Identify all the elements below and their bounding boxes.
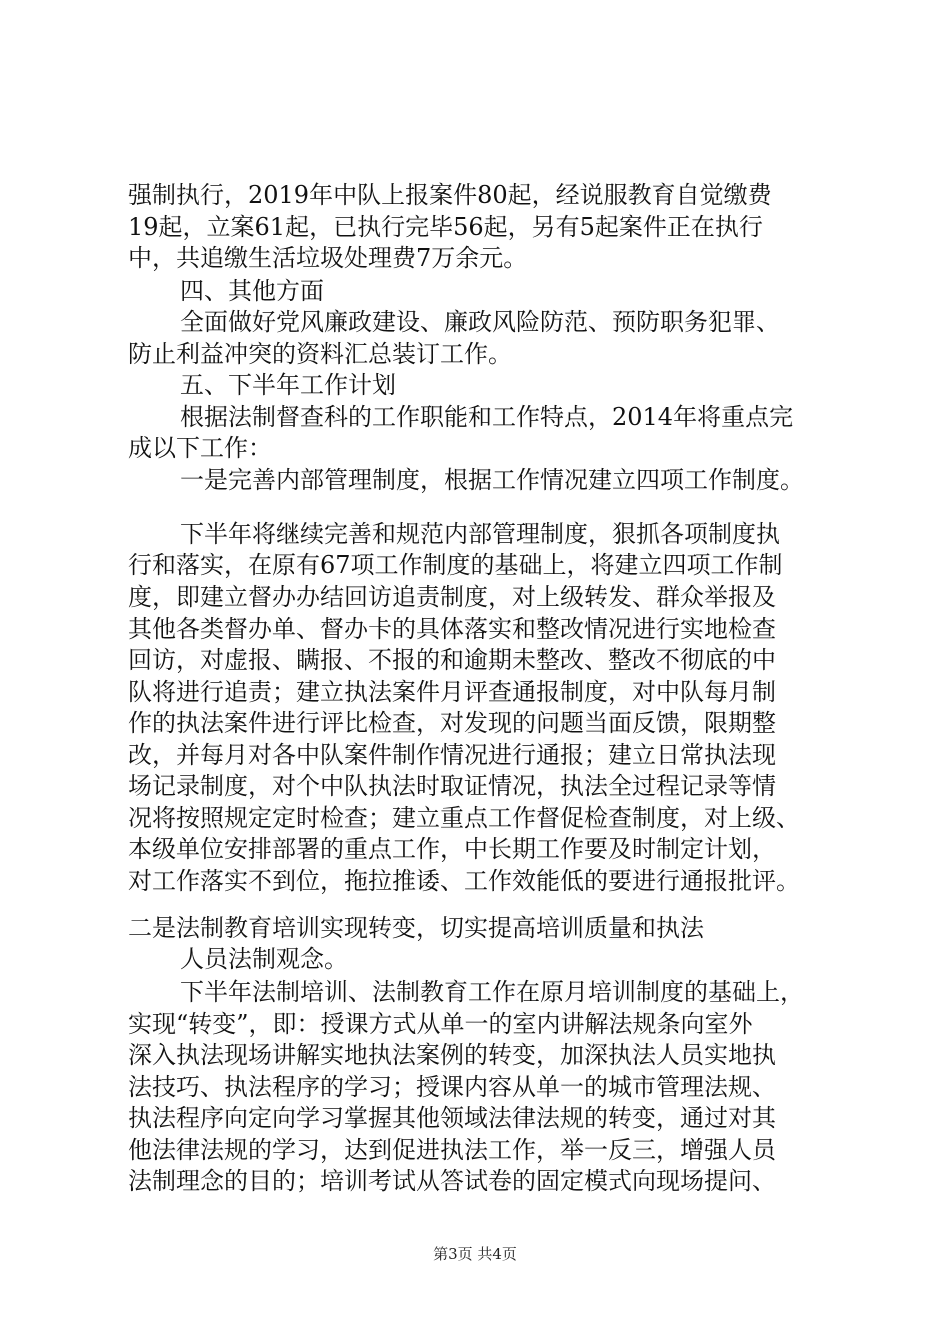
paragraph-line: 度，即建立督办办结回访追责制度，对上级转发、群众举报及 <box>128 583 776 611</box>
paragraph-line: 中，共追缴生活垃圾处理费7万余元。 <box>128 244 528 272</box>
paragraph-line: 其他各类督办单、督办卡的具体落实和整改情况进行实地检查 <box>128 615 776 643</box>
paragraph-line: 他法律法规的学习，达到促进执法工作，举一反三，增强人员 <box>128 1136 776 1164</box>
paragraph-line: 法技巧、执法程序的学习；授课内容从单一的城市管理法规、 <box>128 1073 776 1101</box>
paragraph-line: 改，并每月对各中队案件制作情况进行通报；建立日常执法现 <box>128 741 776 769</box>
paragraph-line: 人员法制观念。 <box>180 945 348 973</box>
paragraph-line: 行和落实，在原有67项工作制度的基础上，将建立四项工作制 <box>128 551 783 579</box>
paragraph-line: 场记录制度，对个中队执法时取证情况，执法全过程记录等情 <box>128 772 776 800</box>
paragraph-line: 强制执行，2019年中队上报案件80起，经说服教育自觉缴费 <box>128 181 772 209</box>
paragraph-line: 全面做好党风廉政建设、廉政风险防范、预防职务犯罪、 <box>180 308 780 336</box>
paragraph-line: 作的执法案件进行评比检查，对发现的问题当面反馈，限期整 <box>128 709 776 737</box>
paragraph-line: 本级单位安排部署的重点工作，中长期工作要及时制定计划， <box>128 835 776 863</box>
paragraph-line: 防止利益冲突的资料汇总装订工作。 <box>128 340 512 368</box>
paragraph-line: 法制理念的目的；培训考试从答试卷的固定模式向现场提问、 <box>128 1167 776 1195</box>
paragraph-line: 19起，立案61起，已执行完毕56起，另有5起案件正在执行 <box>128 213 763 241</box>
paragraph-line: 一是完善内部管理制度，根据工作情况建立四项工作制度。 <box>180 466 804 494</box>
paragraph-line: 实现“转变”，即：授课方式从单一的室内讲解法规条向室外 <box>128 1010 753 1038</box>
paragraph-line: 根据法制督查科的工作职能和工作特点，2014年将重点完 <box>180 403 794 431</box>
paragraph-line: 成以下工作： <box>128 434 272 462</box>
paragraph-line: 队将进行追责；建立执法案件月评查通报制度，对中队每月制 <box>128 678 776 706</box>
paragraph-line: 回访，对虚报、瞒报、不报的和逾期未整改、整改不彻底的中 <box>128 646 776 674</box>
paragraph-line: 深入执法现场讲解实地执法案例的转变，加深执法人员实地执 <box>128 1041 776 1069</box>
paragraph-line: 下半年将继续完善和规范内部管理制度，狠抓各项制度执 <box>180 520 780 548</box>
paragraph-line: 况将按照规定定时检查；建立重点工作督促检查制度，对上级、 <box>128 804 800 832</box>
paragraph-line: 五、下半年工作计划 <box>180 371 396 399</box>
page-footer: 第3页 共4页 <box>433 1245 517 1263</box>
paragraph-line: 执法程序向定向学习掌握其他领域法律法规的转变，通过对其 <box>128 1104 776 1132</box>
paragraph-line: 对工作落实不到位，拖拉推诿、工作效能低的要进行通报批评。 <box>128 867 800 895</box>
paragraph-line: 二是法制教育培训实现转变，切实提高培训质量和执法 <box>128 914 704 942</box>
paragraph-line: 下半年法制培训、法制教育工作在原月培训制度的基础上， <box>180 978 804 1006</box>
paragraph-line: 四、其他方面 <box>180 277 324 305</box>
